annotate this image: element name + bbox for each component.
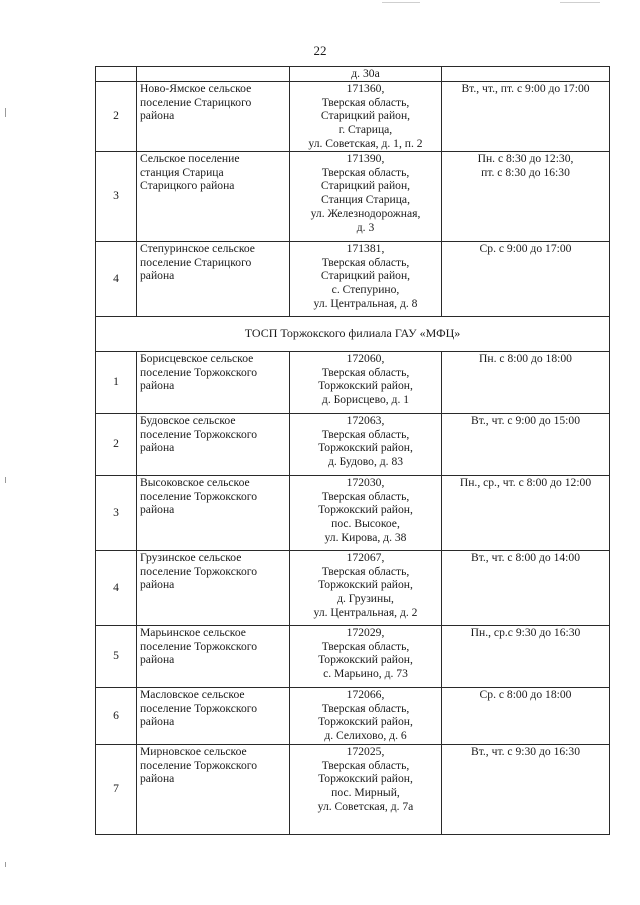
cell-line: Тверская область, xyxy=(321,639,410,653)
cell-line: пос. Мирный, xyxy=(331,786,400,800)
cell-line: Тверская область, xyxy=(321,564,410,578)
settlement-name xyxy=(137,351,290,413)
cell-line: Торжокский район, xyxy=(318,653,413,667)
table-row xyxy=(96,351,610,413)
cell-line: Ср. с 8:00 до 18:00 xyxy=(479,687,572,701)
scan-mark xyxy=(5,862,6,867)
cell-line: Тверская область, xyxy=(321,255,410,269)
cell-line: поселение Торжокского xyxy=(140,365,258,379)
cell-line: Грузинское сельское xyxy=(140,550,242,564)
office-schedule-table xyxy=(95,66,610,835)
row-number xyxy=(96,67,137,82)
cell-line: района xyxy=(140,772,175,786)
cell-line: Пн. с 8:30 до 12:30, xyxy=(477,151,574,165)
cell-line: поселение Старицкого xyxy=(140,255,252,269)
settlement-name xyxy=(137,550,290,625)
cell-line: Торжокский район, xyxy=(318,379,413,393)
cell-line: Торжокский район, xyxy=(318,772,413,786)
cell-line: Тверская область, xyxy=(321,758,410,772)
cell-line: ул. Железнодорожная, xyxy=(310,206,421,220)
cell-line: 172060, xyxy=(346,351,385,365)
cell-line: Ср. с 9:00 до 17:00 xyxy=(479,241,572,255)
cell-line: Ново-Ямское сельское xyxy=(140,81,252,95)
scan-mark xyxy=(5,108,6,117)
row-number: 4 xyxy=(96,241,137,316)
cell-line: района xyxy=(140,379,175,393)
cell-line: Старицкого района xyxy=(140,179,235,193)
cell-line: Торжокский район, xyxy=(318,441,413,455)
cell-line: района xyxy=(140,653,175,667)
cell-line: Тверская область, xyxy=(321,701,410,715)
office-address xyxy=(290,241,442,316)
cell-line: Старицкий район, xyxy=(320,179,411,193)
cell-line: ул. Кирова, д. 38 xyxy=(324,530,407,544)
cell-line: района xyxy=(140,269,175,283)
table-row xyxy=(96,151,610,241)
scan-mark xyxy=(560,2,600,3)
row-number: 3 xyxy=(96,151,137,241)
cell-line: Торжокский район, xyxy=(318,503,413,517)
cell-line: ул. Центральная, д. 8 xyxy=(313,296,418,310)
cell-line: Будовское сельское xyxy=(140,413,236,427)
cell-line: пос. Высокое, xyxy=(331,517,400,531)
working-hours xyxy=(442,241,610,316)
cell-line: Тверская область, xyxy=(321,427,410,441)
row-number: 5 xyxy=(96,625,137,687)
cell-line: Вт., чт., пт. с 9:00 до 17:00 xyxy=(461,81,590,95)
cell-line: района xyxy=(140,578,175,592)
section-title: ТОСП Торжокского филиала ГАУ «МФЦ» xyxy=(96,316,610,351)
section-header-row xyxy=(96,316,610,351)
working-hours xyxy=(442,744,610,834)
table-row xyxy=(96,241,610,316)
cell-line: Тверская область, xyxy=(321,165,410,179)
office-address xyxy=(290,351,442,413)
row-number: 2 xyxy=(96,81,137,151)
cell-line: поселение Торжокского xyxy=(140,489,258,503)
settlement-name xyxy=(137,81,290,151)
cell-line: Старицкий район, xyxy=(320,269,411,283)
cell-line: 172029, xyxy=(346,625,385,639)
row-number: 6 xyxy=(96,687,137,744)
cell-line: района xyxy=(140,109,175,123)
office-address xyxy=(290,744,442,834)
settlement-name xyxy=(137,625,290,687)
table-body xyxy=(96,67,610,835)
working-hours xyxy=(442,81,610,151)
cell-line: Торжокский район, xyxy=(318,578,413,592)
cell-line: Сельское поселение xyxy=(140,151,240,165)
cell-line: 172030, xyxy=(346,475,385,489)
cell-line: д. 3 xyxy=(356,220,375,234)
cell-line: Вт., чт. с 8:00 до 14:00 xyxy=(470,550,580,564)
working-hours xyxy=(442,550,610,625)
settlement-name xyxy=(137,151,290,241)
cell-line: Вт., чт. с 9:00 до 15:00 xyxy=(470,413,580,427)
table-row xyxy=(96,550,610,625)
office-address xyxy=(290,625,442,687)
cell-line: поселение Торжокского xyxy=(140,427,258,441)
cell-line: г. Старица, xyxy=(338,123,393,137)
settlement-name xyxy=(137,413,290,475)
cell-line: Тверская область, xyxy=(321,365,410,379)
page-number: 22 xyxy=(313,43,327,58)
settlement-name xyxy=(137,687,290,744)
table-row xyxy=(96,744,610,834)
cell-line: д. 30а xyxy=(351,67,380,80)
row-number: 4 xyxy=(96,550,137,625)
office-address xyxy=(290,687,442,744)
cell-line: Масловское сельское xyxy=(140,687,245,701)
cell-line: Торжокский район, xyxy=(318,715,413,729)
table-row xyxy=(96,687,610,744)
cell-line: 172025, xyxy=(346,744,385,758)
settlement-name xyxy=(137,744,290,834)
office-address xyxy=(290,413,442,475)
cell-line: Вт., чт. с 9:30 до 16:30 xyxy=(470,744,580,758)
cell-line: 172067, xyxy=(346,550,385,564)
cell-line: поселение Торжокского xyxy=(140,701,258,715)
cell-line: поселение Торжокского xyxy=(140,758,258,772)
working-hours xyxy=(442,151,610,241)
cell-line: Станция Старица, xyxy=(321,193,410,207)
working-hours xyxy=(442,687,610,744)
cell-line: Тверская область, xyxy=(321,95,410,109)
row-number: 1 xyxy=(96,351,137,413)
cell-line: ул. Советская, д. 1, п. 2 xyxy=(308,136,423,150)
cell-line: Пн., ср.с 9:30 до 16:30 xyxy=(470,625,581,639)
cell-line: д. Борисцево, д. 1 xyxy=(321,393,410,407)
table-row xyxy=(96,81,610,151)
cell-line: с. Степурино, xyxy=(331,283,400,297)
cell-line: станция Старица xyxy=(140,165,224,179)
table-row xyxy=(96,413,610,475)
scan-mark xyxy=(382,2,420,3)
cell-line: д. Грузины, xyxy=(337,592,394,606)
cell-line: 171360, xyxy=(346,81,385,95)
settlement-name xyxy=(137,241,290,316)
working-hours xyxy=(442,67,610,82)
working-hours xyxy=(442,351,610,413)
cell-line: поселение Старицкого xyxy=(140,95,252,109)
row-number: 2 xyxy=(96,413,137,475)
cell-line: района xyxy=(140,503,175,517)
cell-line: ул. Советская, д. 7а xyxy=(317,799,414,813)
cell-line: района xyxy=(140,715,175,729)
working-hours xyxy=(442,413,610,475)
settlement-name xyxy=(137,475,290,550)
cell-line: Борисцевское сельское xyxy=(140,351,254,365)
row-number: 3 xyxy=(96,475,137,550)
cell-line: Пн. с 8:00 до 18:00 xyxy=(479,351,572,365)
office-address xyxy=(290,151,442,241)
cell-line: Высоковское сельское xyxy=(140,475,250,489)
settlement-name xyxy=(137,67,290,82)
cell-line: Мирновское сельское xyxy=(140,744,247,758)
cell-line: Степуринское сельское xyxy=(140,241,255,255)
office-address xyxy=(290,550,442,625)
cell-line: 172063, xyxy=(346,413,385,427)
office-address xyxy=(290,67,442,82)
working-hours xyxy=(442,625,610,687)
cell-line: 171390, xyxy=(346,151,385,165)
office-address xyxy=(290,81,442,151)
cell-line: поселение Торжокского xyxy=(140,639,258,653)
cell-line: 171381, xyxy=(346,241,385,255)
table-row xyxy=(96,67,610,82)
office-address xyxy=(290,475,442,550)
working-hours xyxy=(442,475,610,550)
scan-mark xyxy=(5,477,6,483)
cell-line: пт. с 8:30 до 16:30 xyxy=(481,165,570,179)
cell-line: ул. Центральная, д. 2 xyxy=(313,605,418,619)
table-row xyxy=(96,475,610,550)
row-number: 7 xyxy=(96,744,137,834)
cell-line: поселение Торжокского xyxy=(140,564,258,578)
table-row xyxy=(96,625,610,687)
cell-line: Старицкий район, xyxy=(320,109,411,123)
cell-line: д. Селихово, д. 6 xyxy=(324,729,407,743)
cell-line: д. Будово, д. 83 xyxy=(327,455,404,469)
cell-line: района xyxy=(140,441,175,455)
cell-line: с. Марьино, д. 73 xyxy=(323,667,408,681)
cell-line: 172066, xyxy=(346,687,385,701)
cell-line: Пн., ср., чт. с 8:00 до 12:00 xyxy=(459,475,592,489)
cell-line: Тверская область, xyxy=(321,489,410,503)
cell-line: Марьинское сельское xyxy=(140,625,246,639)
